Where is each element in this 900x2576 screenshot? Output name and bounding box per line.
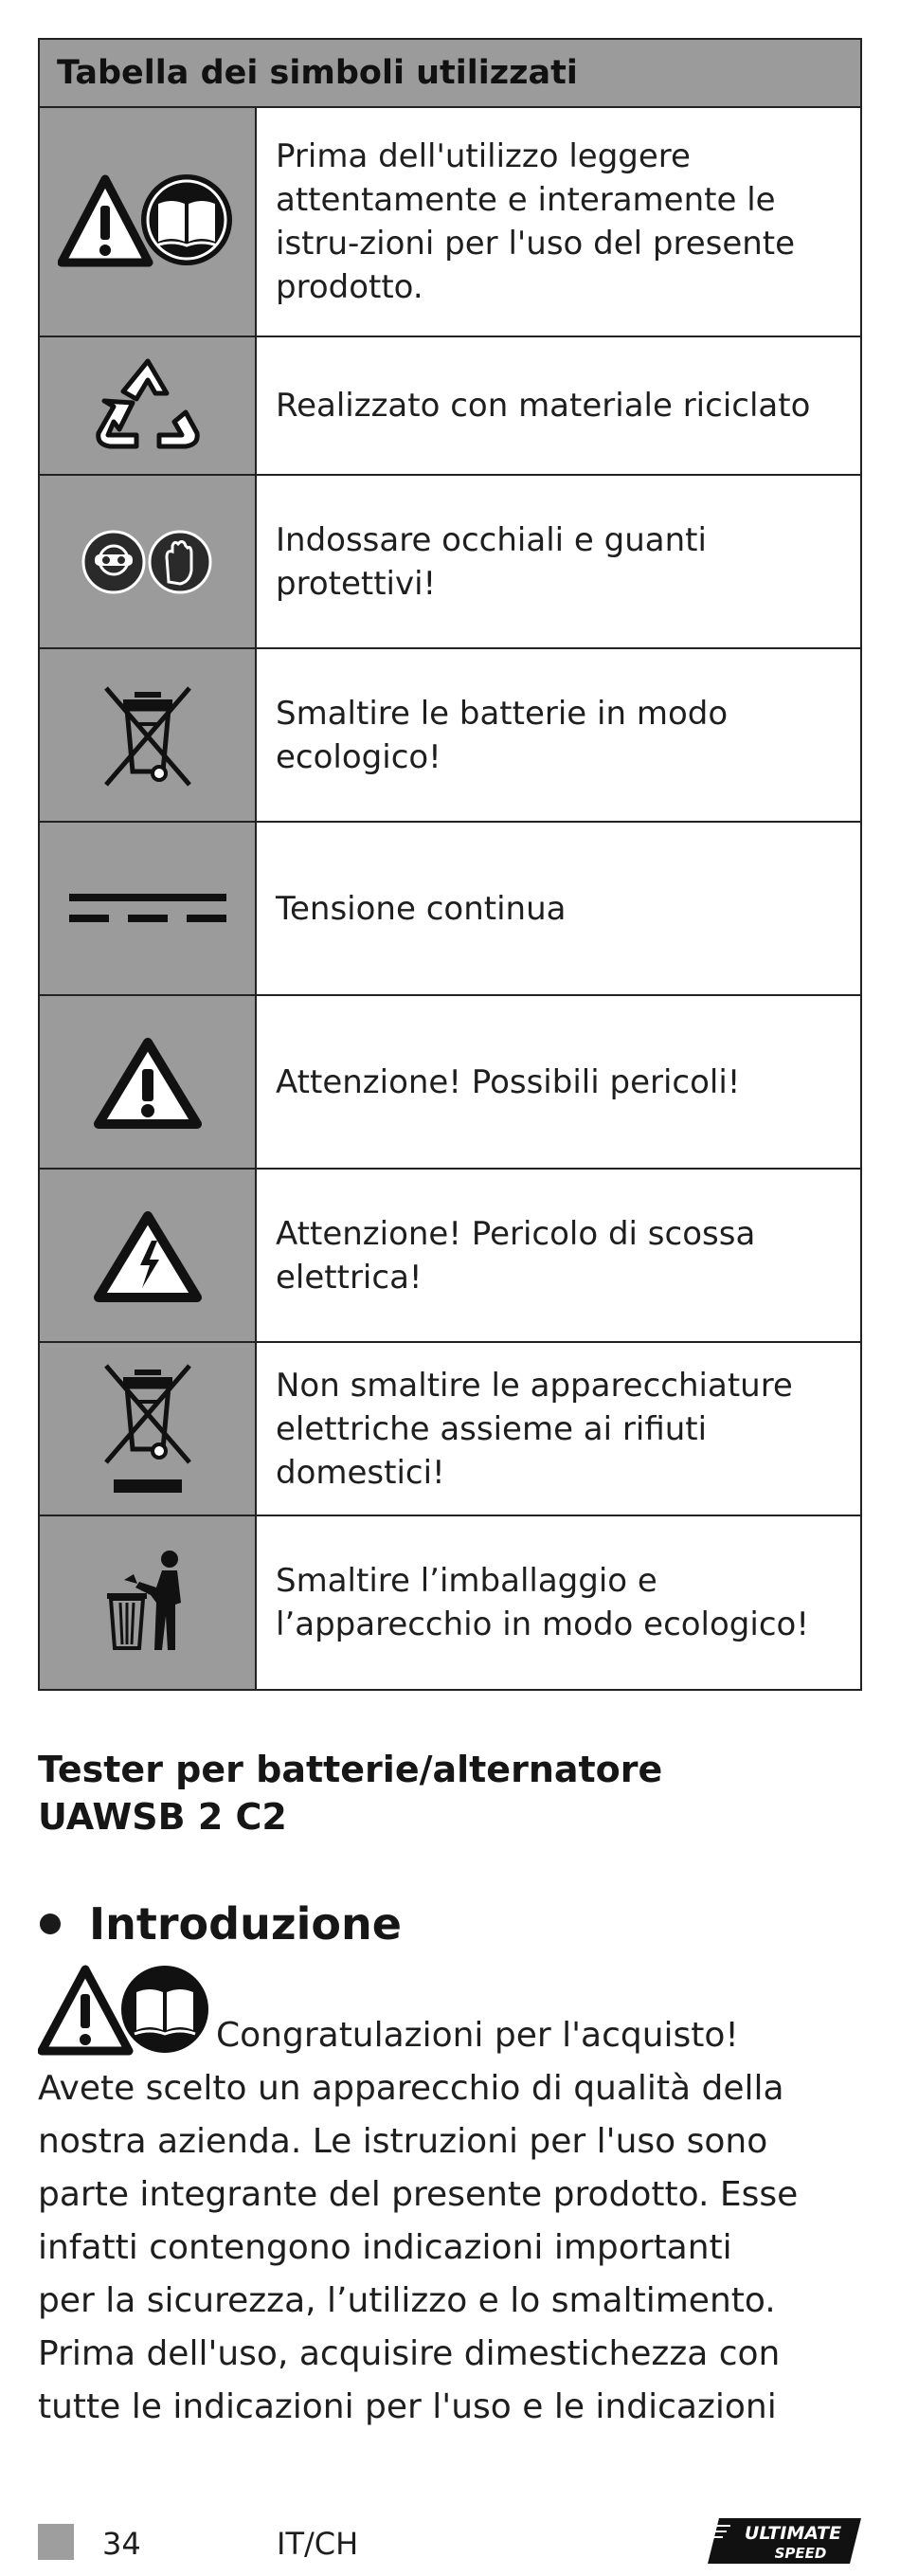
- table-cell-text: Attenzione! Pericolo di scossa elettrica!: [276, 1214, 756, 1297]
- table-row: [40, 1343, 860, 1516]
- page-footer: [38, 2516, 862, 2564]
- brand-logo: [706, 2516, 863, 2569]
- intro-paragraph: [38, 2009, 872, 2434]
- intro-line: Congratulazioni per l'acquisto!: [216, 2016, 739, 2055]
- electric-shock-icon: [40, 1170, 257, 1341]
- table-row: [40, 649, 860, 823]
- section-title: Introduzione: [89, 1898, 402, 1950]
- bullet-icon: [40, 1914, 61, 1934]
- intro-line: nostra azienda. Le istruzioni per l'uso sono: [38, 2122, 768, 2161]
- intro-line: per la sicurezza, l’utilizzo e lo smaltimento.: [38, 2281, 776, 2320]
- table-heading: Tabella dei simboli utilizzati: [40, 40, 860, 108]
- table-cell-text: Non smaltire le apparecchiature elettriche assieme ai rifiuti domestici!: [276, 1366, 793, 1492]
- logo-text-top: ULTIMATE: [744, 2523, 842, 2544]
- table-row: [40, 823, 860, 996]
- product-model: UAWSB 2 C2: [38, 1796, 287, 1838]
- goggles-gloves-icon: [40, 476, 257, 647]
- section-heading: [40, 1898, 402, 1950]
- product-title: [38, 1746, 862, 1841]
- table-row: [40, 996, 860, 1170]
- table-cell-text: Prima dell'utilizzo leggere attentamente e interamente le istru-zioni per l'uso del presente prodotto.: [276, 137, 796, 306]
- table-cell-text: Indossare occhiali e guanti protettivi!: [276, 520, 707, 603]
- table-cell-text: Smaltire le batterie in modo ecologico!: [276, 694, 729, 776]
- table-row: [40, 337, 860, 476]
- table-row: [40, 1516, 860, 1689]
- recycle-icon: [40, 337, 257, 474]
- page-number: 34: [102, 2526, 141, 2562]
- product-title-line: Tester per batterie/alternatore: [38, 1749, 663, 1790]
- table-cell-text: Realizzato con materiale riciclato: [276, 387, 811, 425]
- table-cell-text: Attenzione! Possibili pericoli!: [276, 1062, 741, 1101]
- table-row: [40, 476, 860, 649]
- logo-text-bottom: SPEED: [774, 2545, 827, 2562]
- page-marker: [38, 2524, 74, 2560]
- table-row: [40, 1170, 860, 1343]
- warning-icon: [40, 996, 257, 1168]
- crossed-bin-icon: [40, 649, 257, 821]
- warning-manual-icon: [40, 108, 257, 336]
- intro-line: tutte le indicazioni per l'uso e le indicazioni: [38, 2387, 777, 2426]
- table-cell-text: Tensione continua: [276, 889, 567, 928]
- weee-bin-icon: [40, 1343, 257, 1515]
- table-cell-text: Smaltire l’imballaggio e l’apparecchio in modo ecologico!: [276, 1562, 809, 1643]
- tidyman-icon: [40, 1516, 257, 1689]
- table-row: [40, 108, 860, 337]
- intro-line: Prima dell'uso, acquisire dimestichezza con: [38, 2334, 781, 2373]
- dc-voltage-icon: [40, 823, 257, 994]
- intro-line: infatti contengono indicazioni importanti: [38, 2228, 732, 2267]
- intro-line: Avete scelto un apparecchio di qualità della: [38, 2069, 784, 2108]
- language-code: IT/CH: [277, 2526, 359, 2562]
- symbols-table: [38, 38, 862, 1691]
- intro-line: parte integrante del presente prodotto. Esse: [38, 2175, 799, 2214]
